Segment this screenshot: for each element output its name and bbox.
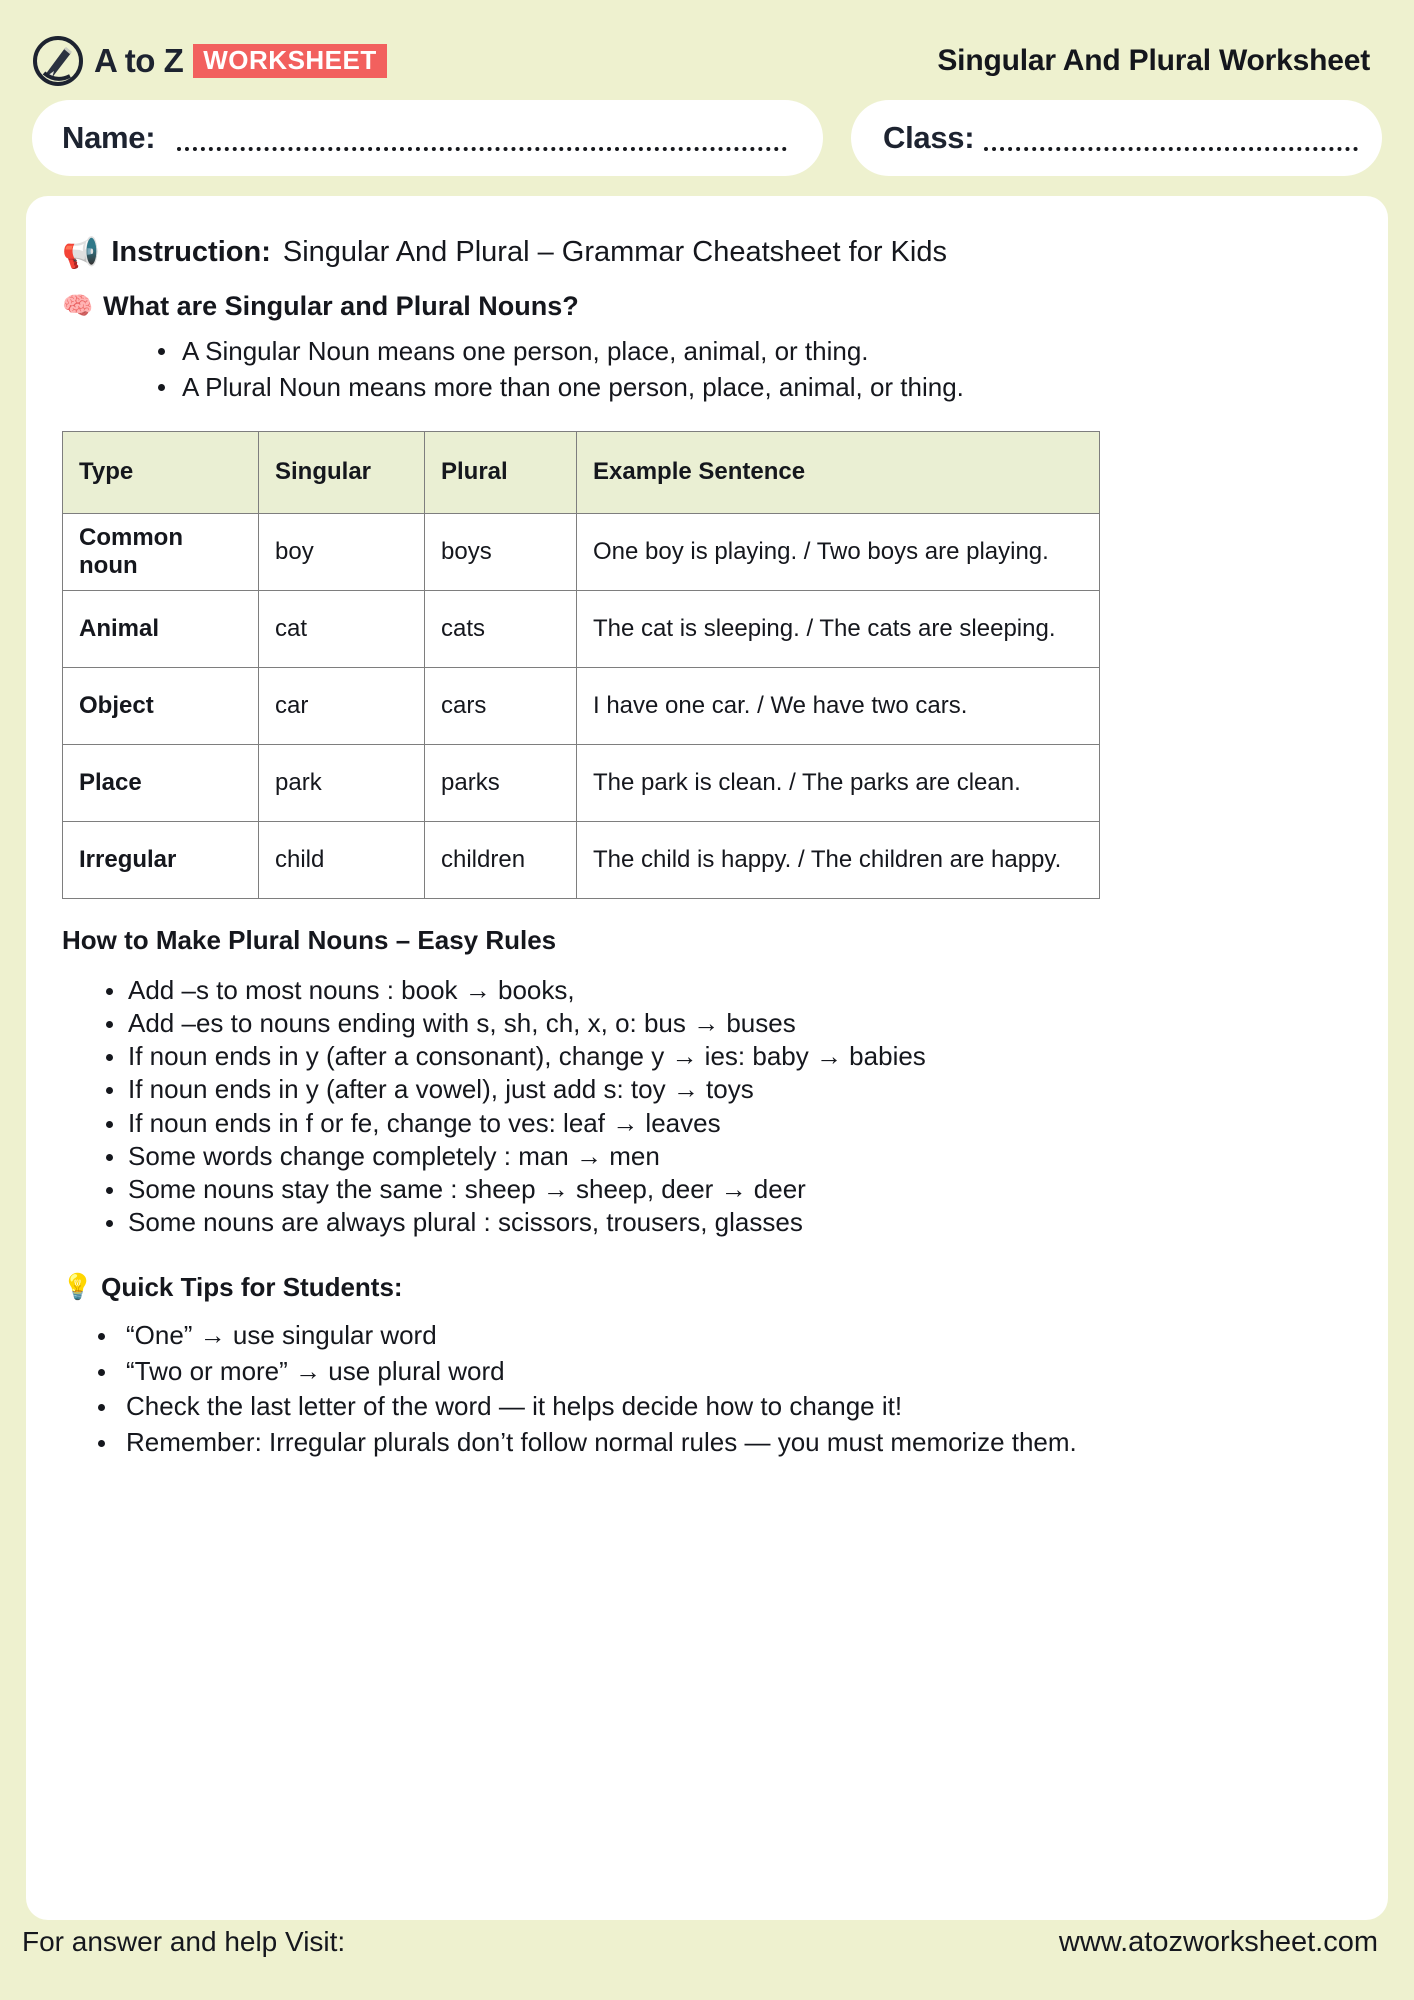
list-item: If noun ends in f or fe, change to ves: leaf → leaves xyxy=(106,1107,1352,1140)
cell-example: I have one car. / We have two cars. xyxy=(577,667,1100,744)
class-label: Class: xyxy=(883,120,975,155)
table-row xyxy=(63,667,1100,744)
name-label: Name: xyxy=(62,120,156,155)
cell-type: Object xyxy=(63,667,259,744)
cell-example: The child is happy. / The children are happy. xyxy=(577,821,1100,898)
instruction-row xyxy=(62,236,1352,269)
footer-help-text: For answer and help Visit: xyxy=(22,1926,346,1957)
table-row xyxy=(63,513,1100,590)
cell-type: Common noun xyxy=(63,513,259,590)
cell-singular: child xyxy=(259,821,425,898)
cell-plural: cats xyxy=(425,590,577,667)
brand-logo xyxy=(32,35,387,87)
cell-type: Animal xyxy=(63,590,259,667)
definition-bullet-list xyxy=(62,334,1352,405)
cell-plural: children xyxy=(425,821,577,898)
brand-worksheet-badge: WORKSHEET xyxy=(193,44,387,78)
definition-heading-row xyxy=(62,291,1352,322)
instruction-label: Instruction: xyxy=(111,236,271,268)
student-field-bar xyxy=(32,100,1382,176)
list-item: If noun ends in y (after a consonant), change y → ies: baby → babies xyxy=(106,1040,1352,1073)
brand-name-text: A to Z xyxy=(94,42,184,79)
column-header-type: Type xyxy=(63,431,259,513)
footer-website-url[interactable]: www.atozworksheet.com xyxy=(1058,1925,1378,1958)
list-item: If noun ends in y (after a vowel), just add s: toy → toys xyxy=(106,1073,1352,1106)
cell-singular: park xyxy=(259,744,425,821)
worksheet-content-card xyxy=(26,196,1388,1920)
instruction-text: Singular And Plural – Grammar Cheatsheet for Kids xyxy=(282,236,947,268)
tips-heading: Quick Tips for Students: xyxy=(101,1271,403,1302)
name-field[interactable] xyxy=(32,100,823,176)
column-header-plural: Plural xyxy=(425,431,577,513)
cell-singular: boy xyxy=(259,513,425,590)
list-item: Some words change completely : man → men xyxy=(106,1140,1352,1173)
table-header-row xyxy=(63,431,1100,513)
table-row xyxy=(63,821,1100,898)
list-item: A Singular Noun means one person, place, animal, or thing. xyxy=(158,334,1352,368)
table-row xyxy=(63,590,1100,667)
cell-singular: car xyxy=(259,667,425,744)
list-item: Add –es to nouns ending with s, sh, ch, x, o: bus → buses xyxy=(106,1007,1352,1040)
noun-examples-table xyxy=(62,431,1100,899)
rules-heading: How to Make Plural Nouns – Easy Rules xyxy=(62,924,557,955)
page-title: Singular And Plural Worksheet xyxy=(937,44,1370,77)
cell-plural: boys xyxy=(425,513,577,590)
list-item: A Plural Noun means more than one person, place, animal, or thing. xyxy=(158,370,1352,404)
quick-tips-list xyxy=(62,1319,1352,1460)
megaphone-icon: 📢 xyxy=(62,237,100,270)
lightbulb-icon: 💡 xyxy=(62,1272,94,1301)
cell-example: The cat is sleeping. / The cats are sleeping. xyxy=(577,590,1100,667)
cell-type: Place xyxy=(63,744,259,821)
page-header xyxy=(0,26,1414,96)
definition-heading: What are Singular and Plural Nouns? xyxy=(103,291,579,321)
column-header-example: Example Sentence xyxy=(577,431,1100,513)
list-item: Add –s to most nouns : book → books, xyxy=(106,974,1352,1007)
list-item: Check the last letter of the word — it helps decide how to change it! xyxy=(98,1390,1352,1424)
list-item: “One” → use singular word xyxy=(98,1319,1352,1353)
class-field[interactable] xyxy=(851,100,1382,176)
pen-circle-logo-icon xyxy=(32,35,84,87)
cell-example: One boy is playing. / Two boys are playing. xyxy=(577,513,1100,590)
cell-plural: cars xyxy=(425,667,577,744)
class-input-line[interactable] xyxy=(984,147,1358,151)
list-item: Some nouns stay the same : sheep → sheep, deer → deer xyxy=(106,1173,1352,1206)
list-item: Some nouns are always plural : scissors, trousers, glasses xyxy=(106,1206,1352,1239)
column-header-singular: Singular xyxy=(259,431,425,513)
plural-rules-list xyxy=(62,974,1352,1240)
name-input-line[interactable] xyxy=(177,147,787,151)
tips-heading-row xyxy=(62,1272,1352,1303)
page-footer xyxy=(0,1920,1414,1964)
list-item: Remember: Irregular plurals don’t follow normal rules — you must memorize them. xyxy=(98,1426,1352,1460)
cell-type: Irregular xyxy=(63,821,259,898)
cell-singular: cat xyxy=(259,590,425,667)
list-item: “Two or more” → use plural word xyxy=(98,1355,1352,1389)
brain-icon: 🧠 xyxy=(62,292,94,320)
cell-example: The park is clean. / The parks are clean. xyxy=(577,744,1100,821)
cell-plural: parks xyxy=(425,744,577,821)
table-row xyxy=(63,744,1100,821)
